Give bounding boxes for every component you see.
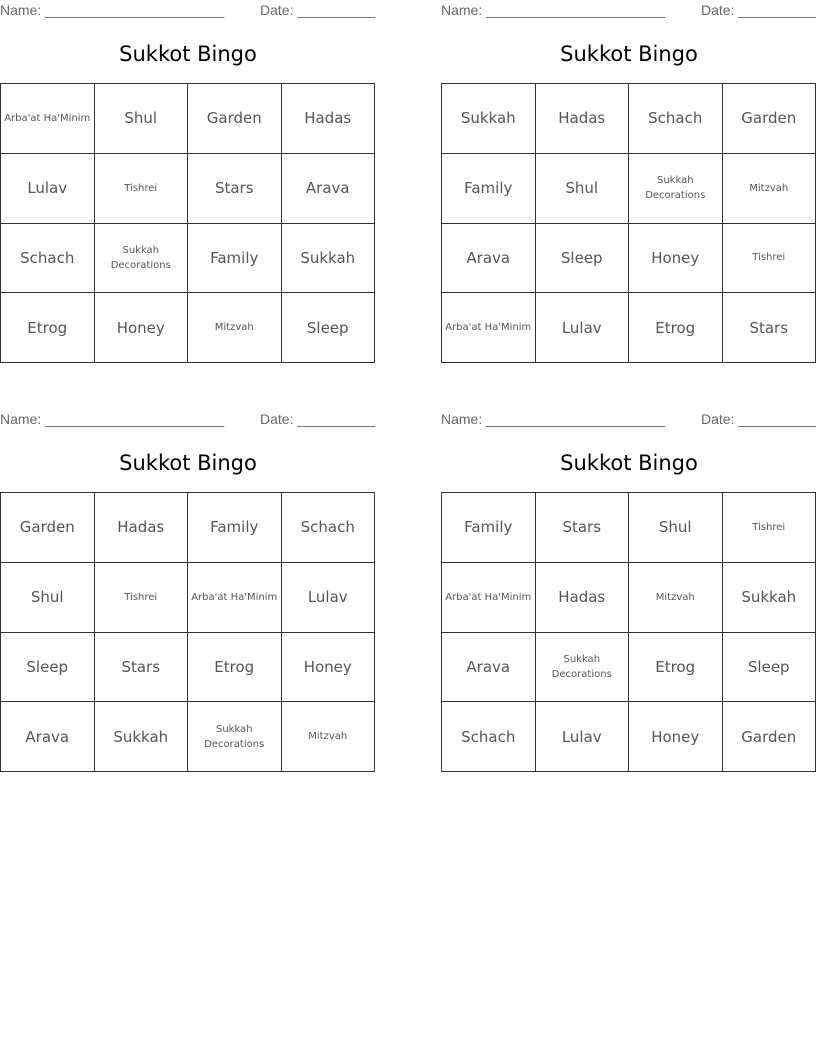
bingo-cell: Lulav [282, 563, 376, 633]
bingo-cell: Mitzvah [723, 154, 816, 224]
bingo-cell: Sleep [1, 633, 95, 703]
bingo-cell: Garden [723, 702, 816, 772]
bingo-cell: Lulav [536, 702, 630, 772]
bingo-cell: Arava [282, 154, 376, 224]
bingo-cell: Schach [629, 84, 723, 154]
card-title: Sukkot Bingo [119, 451, 257, 475]
bingo-card [441, 0, 816, 364]
bingo-cell: Arba'at Ha'Minim [442, 563, 536, 633]
bingo-cell: Etrog [629, 293, 723, 363]
bingo-cell: Stars [188, 154, 282, 224]
bingo-cell: Hadas [95, 493, 189, 563]
bingo-grid [441, 83, 816, 363]
bingo-grid [0, 83, 375, 363]
bingo-cell: Arava [442, 224, 536, 294]
bingo-cell: Schach [1, 224, 95, 294]
card-title: Sukkot Bingo [119, 42, 257, 66]
bingo-cell: Arava [442, 633, 536, 703]
bingo-cell: Arba'at Ha'Minim [1, 84, 95, 154]
date-field-label: Date: __________ [260, 411, 376, 427]
name-field-label: Name: _______________________ [441, 411, 666, 427]
bingo-cell: Hadas [536, 563, 630, 633]
bingo-cell: Sukkah Decorations [536, 633, 630, 703]
bingo-cell: Mitzvah [188, 293, 282, 363]
name-field-label: Name: _______________________ [0, 2, 225, 18]
bingo-cell: Shul [95, 84, 189, 154]
bingo-grid [441, 492, 816, 772]
bingo-cell: Honey [629, 224, 723, 294]
bingo-cell: Schach [282, 493, 376, 563]
bingo-cell: Sukkah Decorations [95, 224, 189, 294]
name-date-row [0, 411, 376, 429]
bingo-cell: Honey [282, 633, 376, 703]
bingo-cell: Etrog [1, 293, 95, 363]
date-field-label: Date: __________ [701, 2, 816, 18]
name-date-row [441, 411, 816, 429]
bingo-card [0, 409, 376, 773]
name-date-row [441, 2, 816, 20]
name-field-label: Name: _______________________ [441, 2, 666, 18]
date-field-label: Date: __________ [701, 411, 816, 427]
bingo-cell: Stars [723, 293, 816, 363]
bingo-cell: Family [188, 493, 282, 563]
bingo-cell: Stars [536, 493, 630, 563]
bingo-cell: Arava [1, 702, 95, 772]
bingo-cell: Sukkah Decorations [629, 154, 723, 224]
bingo-cell: Arba'at Ha'Minim [188, 563, 282, 633]
bingo-cell: Mitzvah [629, 563, 723, 633]
bingo-cell: Etrog [188, 633, 282, 703]
bingo-cell: Sukkah [442, 84, 536, 154]
bingo-cell: Mitzvah [282, 702, 376, 772]
bingo-cell: Family [442, 493, 536, 563]
bingo-cell: Tishrei [95, 154, 189, 224]
bingo-cell: Shul [1, 563, 95, 633]
bingo-cell: Arba'at Ha'Minim [442, 293, 536, 363]
name-date-row [0, 2, 376, 20]
bingo-cell: Hadas [536, 84, 630, 154]
card-title: Sukkot Bingo [560, 451, 698, 475]
bingo-grid [0, 492, 375, 772]
bingo-cell: Sukkah [95, 702, 189, 772]
bingo-cell: Tishrei [723, 224, 816, 294]
bingo-cell: Sleep [723, 633, 816, 703]
bingo-cell: Shul [629, 493, 723, 563]
bingo-cell: Hadas [282, 84, 376, 154]
bingo-cell: Sleep [536, 224, 630, 294]
bingo-cell: Schach [442, 702, 536, 772]
bingo-cell: Sleep [282, 293, 376, 363]
bingo-cell: Family [442, 154, 536, 224]
bingo-cell: Garden [723, 84, 816, 154]
bingo-cell: Sukkah [282, 224, 376, 294]
card-title: Sukkot Bingo [560, 42, 698, 66]
date-field-label: Date: __________ [260, 2, 376, 18]
bingo-cell: Family [188, 224, 282, 294]
bingo-cell: Shul [536, 154, 630, 224]
bingo-cell: Etrog [629, 633, 723, 703]
bingo-card [441, 409, 816, 773]
bingo-cell: Tishrei [723, 493, 816, 563]
bingo-card [0, 0, 376, 364]
bingo-cell: Tishrei [95, 563, 189, 633]
bingo-cell: Garden [188, 84, 282, 154]
bingo-cell: Stars [95, 633, 189, 703]
bingo-cell: Lulav [1, 154, 95, 224]
name-field-label: Name: _______________________ [0, 411, 225, 427]
bingo-cell: Honey [95, 293, 189, 363]
bingo-cell: Sukkah Decorations [188, 702, 282, 772]
bingo-cell: Garden [1, 493, 95, 563]
bingo-cell: Honey [629, 702, 723, 772]
bingo-cell: Sukkah [723, 563, 816, 633]
bingo-cell: Lulav [536, 293, 630, 363]
